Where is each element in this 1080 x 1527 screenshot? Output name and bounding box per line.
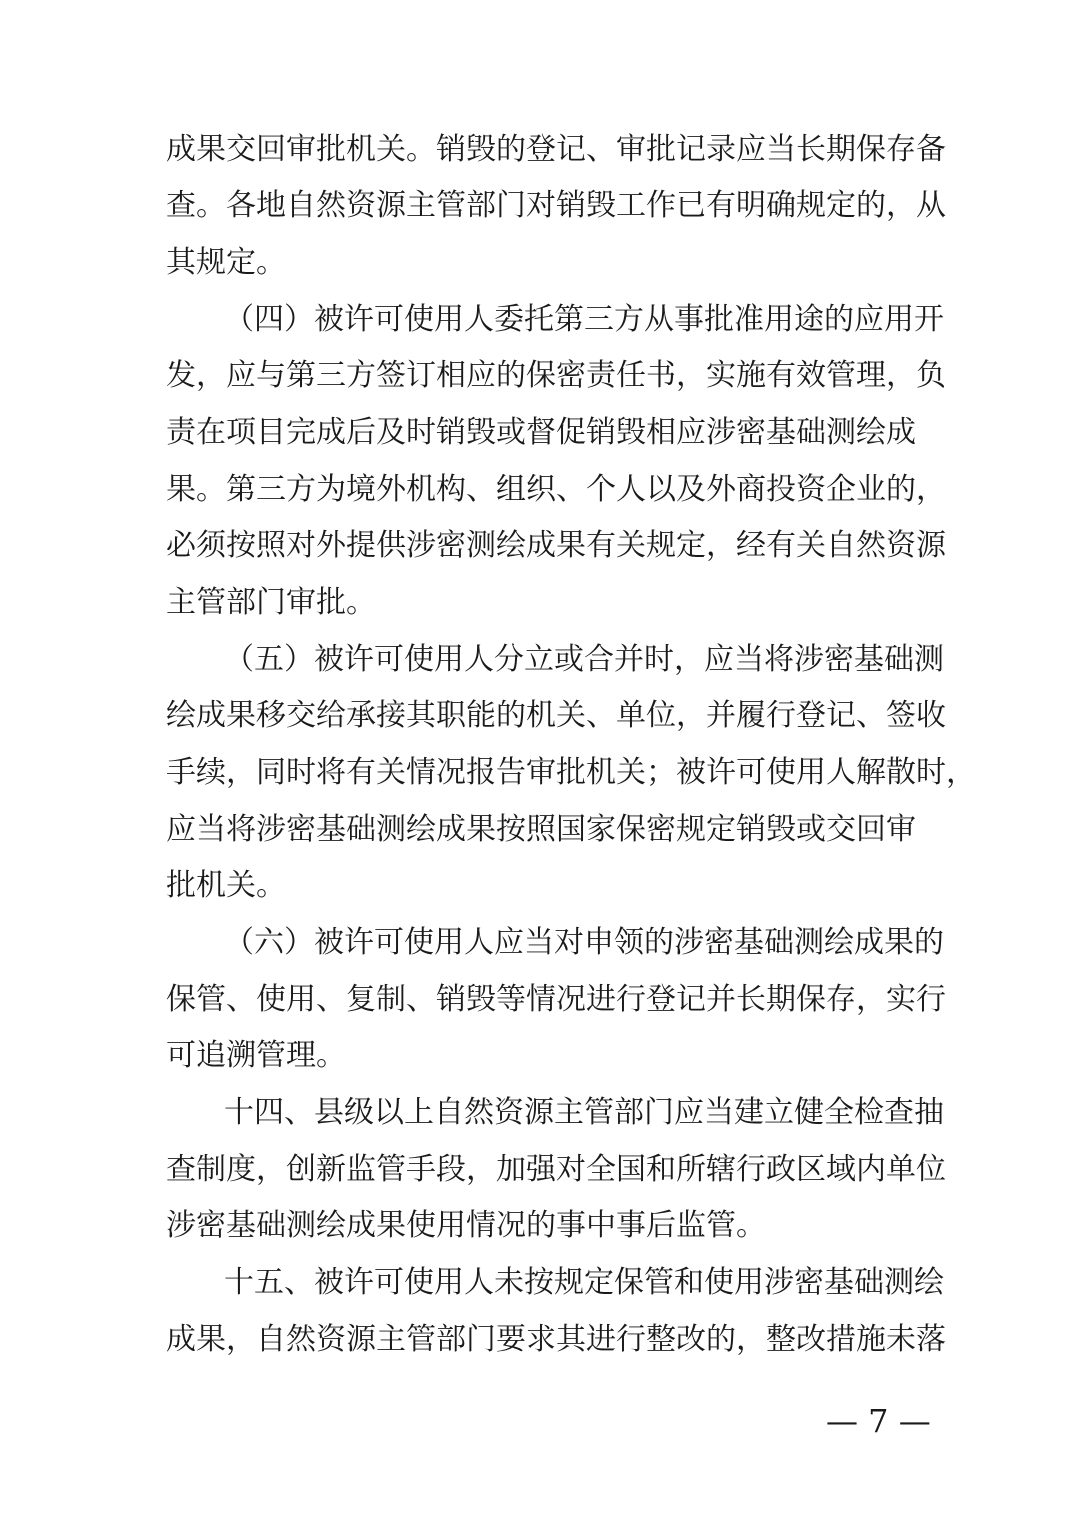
text-line: 涉密基础测绘成果使用情况的事中事后监管。 (166, 1208, 766, 1243)
text-line: 发，应与第三方签订相应的保密责任书，实施有效管理，负 (166, 358, 946, 393)
text-line: 十五、被许可使用人未按规定保管和使用涉密基础测绘 (224, 1265, 944, 1300)
text-line: （五）被许可使用人分立或合并时，应当将涉密基础测 (224, 642, 944, 677)
text-line: （六）被许可使用人应当对申领的涉密基础测绘成果的 (224, 925, 944, 960)
text-line: 查制度，创新监管手段，加强对全国和所辖行政区域内单位 (166, 1152, 946, 1187)
text-line: 绘成果移交给承接其职能的机关、单位，并履行登记、签收 (166, 698, 946, 733)
text-line: 成果交回审批机关。销毁的登记、审批记录应当长期保存备 (166, 132, 946, 167)
text-line: 其规定。 (166, 245, 286, 280)
text-line: 主管部门审批。 (166, 585, 376, 620)
text-line: 应当将涉密基础测绘成果按照国家保密规定销毁或交回审 (166, 812, 916, 847)
text-line: （四）被许可使用人委托第三方从事批准用途的应用开 (224, 302, 944, 337)
text-line: 责在项目完成后及时销毁或督促销毁相应涉密基础测绘成 (166, 415, 916, 450)
text-line: 查。各地自然资源主管部门对销毁工作已有明确规定的，从 (166, 188, 946, 223)
page-number: — 7 — (826, 1402, 931, 1440)
text-line: 批机关。 (166, 868, 286, 903)
text-line: 可追溯管理。 (166, 1038, 346, 1073)
text-line: 十四、县级以上自然资源主管部门应当建立健全检查抽 (224, 1095, 944, 1130)
text-line: 果。第三方为境外机构、组织、个人以及外商投资企业的， (166, 472, 946, 507)
text-line: 成果，自然资源主管部门要求其进行整改的，整改措施未落 (166, 1322, 946, 1357)
text-line: 必须按照对外提供涉密测绘成果有关规定，经有关自然资源 (166, 528, 946, 563)
text-line: 保管、使用、复制、销毁等情况进行登记并长期保存，实行 (166, 982, 946, 1017)
text-line: 手续，同时将有关情况报告审批机关；被许可使用人解散时， (166, 755, 976, 790)
